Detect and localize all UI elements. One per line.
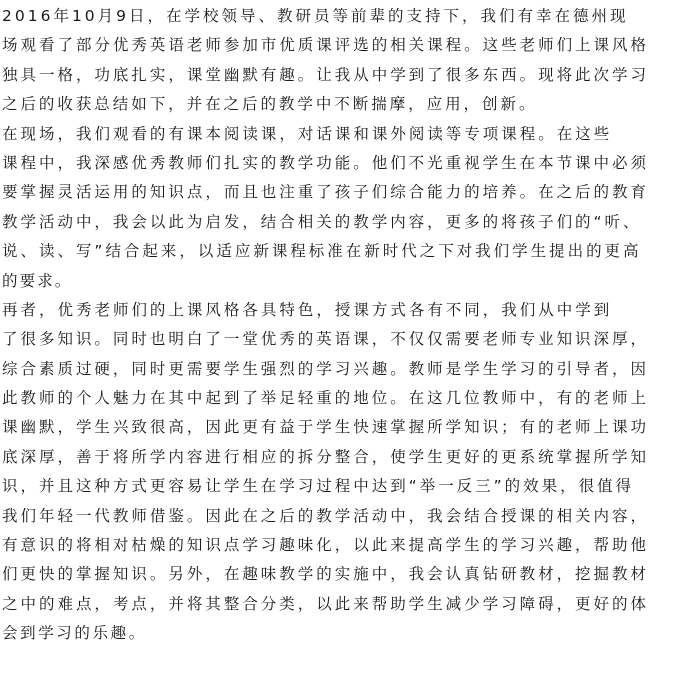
paragraph-3-line-6: 底深厚，善于将所学内容进行相应的拆分整合，使学生更好的更系统掌握所学知 — [2, 447, 650, 466]
paragraph-3-line-10: 们更快的掌握知识。另外，在趣味教学的实施中，我会认真钻研教材，挖掘教材 — [2, 565, 650, 584]
paragraph-1-line-4: 之后的收获总结如下，并在之后的教学中不断揣摩，应用，创新。 — [2, 95, 538, 114]
paragraph-3-line-1: 再者，优秀老师们的上课风格各具特色，授课方式各有不同，我们从中学到 — [2, 300, 613, 319]
paragraph-1-line-2: 场观看了部分优秀英语老师参加市优质课评选的相关课程。这些老师们上课风格 — [2, 36, 650, 55]
paragraph-2-line-1: 在现场，我们观看的有课本阅读课，对话课和课外阅读等专项课程。在这些 — [2, 124, 613, 143]
paragraph-3-line-7: 识，并且这种方式更容易让学生在学习过程中达到“举一反三”的效果，很值得 — [2, 477, 635, 496]
paragraph-2-line-5: 说、读、写”结合起来，以适应新课程标准在新时代之下对我们学生提出的更高 — [2, 242, 642, 261]
paragraph-3-line-12: 会到学习的乐趣。 — [2, 624, 147, 643]
paragraph-3-line-2: 了很多知识。同时也明白了一堂优秀的英语课，不仅仅需要老师专业知识深厚， — [2, 330, 650, 349]
paragraph-1-line-1: 2016年10月9日，在学校领导、教研员等前辈的支持下，我们有幸在德州现 — [2, 7, 629, 25]
paragraph-3-line-9: 有意识的将相对枯燥的知识点学习趣味化，以此来提高学生的学习兴趣，帮助他 — [2, 536, 650, 555]
paragraph-2-line-3: 要掌握灵活运用的知识点，而且也注重了孩子们综合能力的培养。在之后的教育 — [2, 183, 650, 202]
paragraph-2-line-6: 的要求。 — [2, 271, 73, 290]
paragraph-2-line-2: 课程中，我深感优秀教师们扎实的教学功能。他们不光重视学生在本节课中必须 — [2, 153, 650, 172]
paragraph-2-line-4: 教学活动中，我会以此为启发，结合相关的教学内容，更多的将孩子们的“听、 — [2, 212, 642, 231]
paragraph-3-line-3: 综合素质过硬，同时更需要学生强烈的学习兴趣。教师是学生学习的引导者，因 — [2, 359, 650, 378]
paragraph-3-line-11: 之中的难点，考点，并将其整合分类，以此来帮助学生减少学习障碍，更好的体 — [2, 594, 650, 613]
paragraph-3-line-5: 课幽默，学生兴致很高，因此更有益于学生快速掌握所学知识；有的老师上课功 — [2, 418, 650, 437]
paragraph-1-line-3: 独具一格，功底扎实，课堂幽默有趣。让我从中学到了很多东西。现将此次学习 — [2, 65, 650, 84]
paragraph-3-line-4: 此教师的个人魅力在其中起到了举足轻重的地位。在这几位教师中，有的老师上 — [2, 389, 650, 408]
paragraph-3-line-8: 我们年轻一代教师借鉴。因此在之后的教学活动中，我会结合授课的相关内容， — [2, 506, 650, 525]
